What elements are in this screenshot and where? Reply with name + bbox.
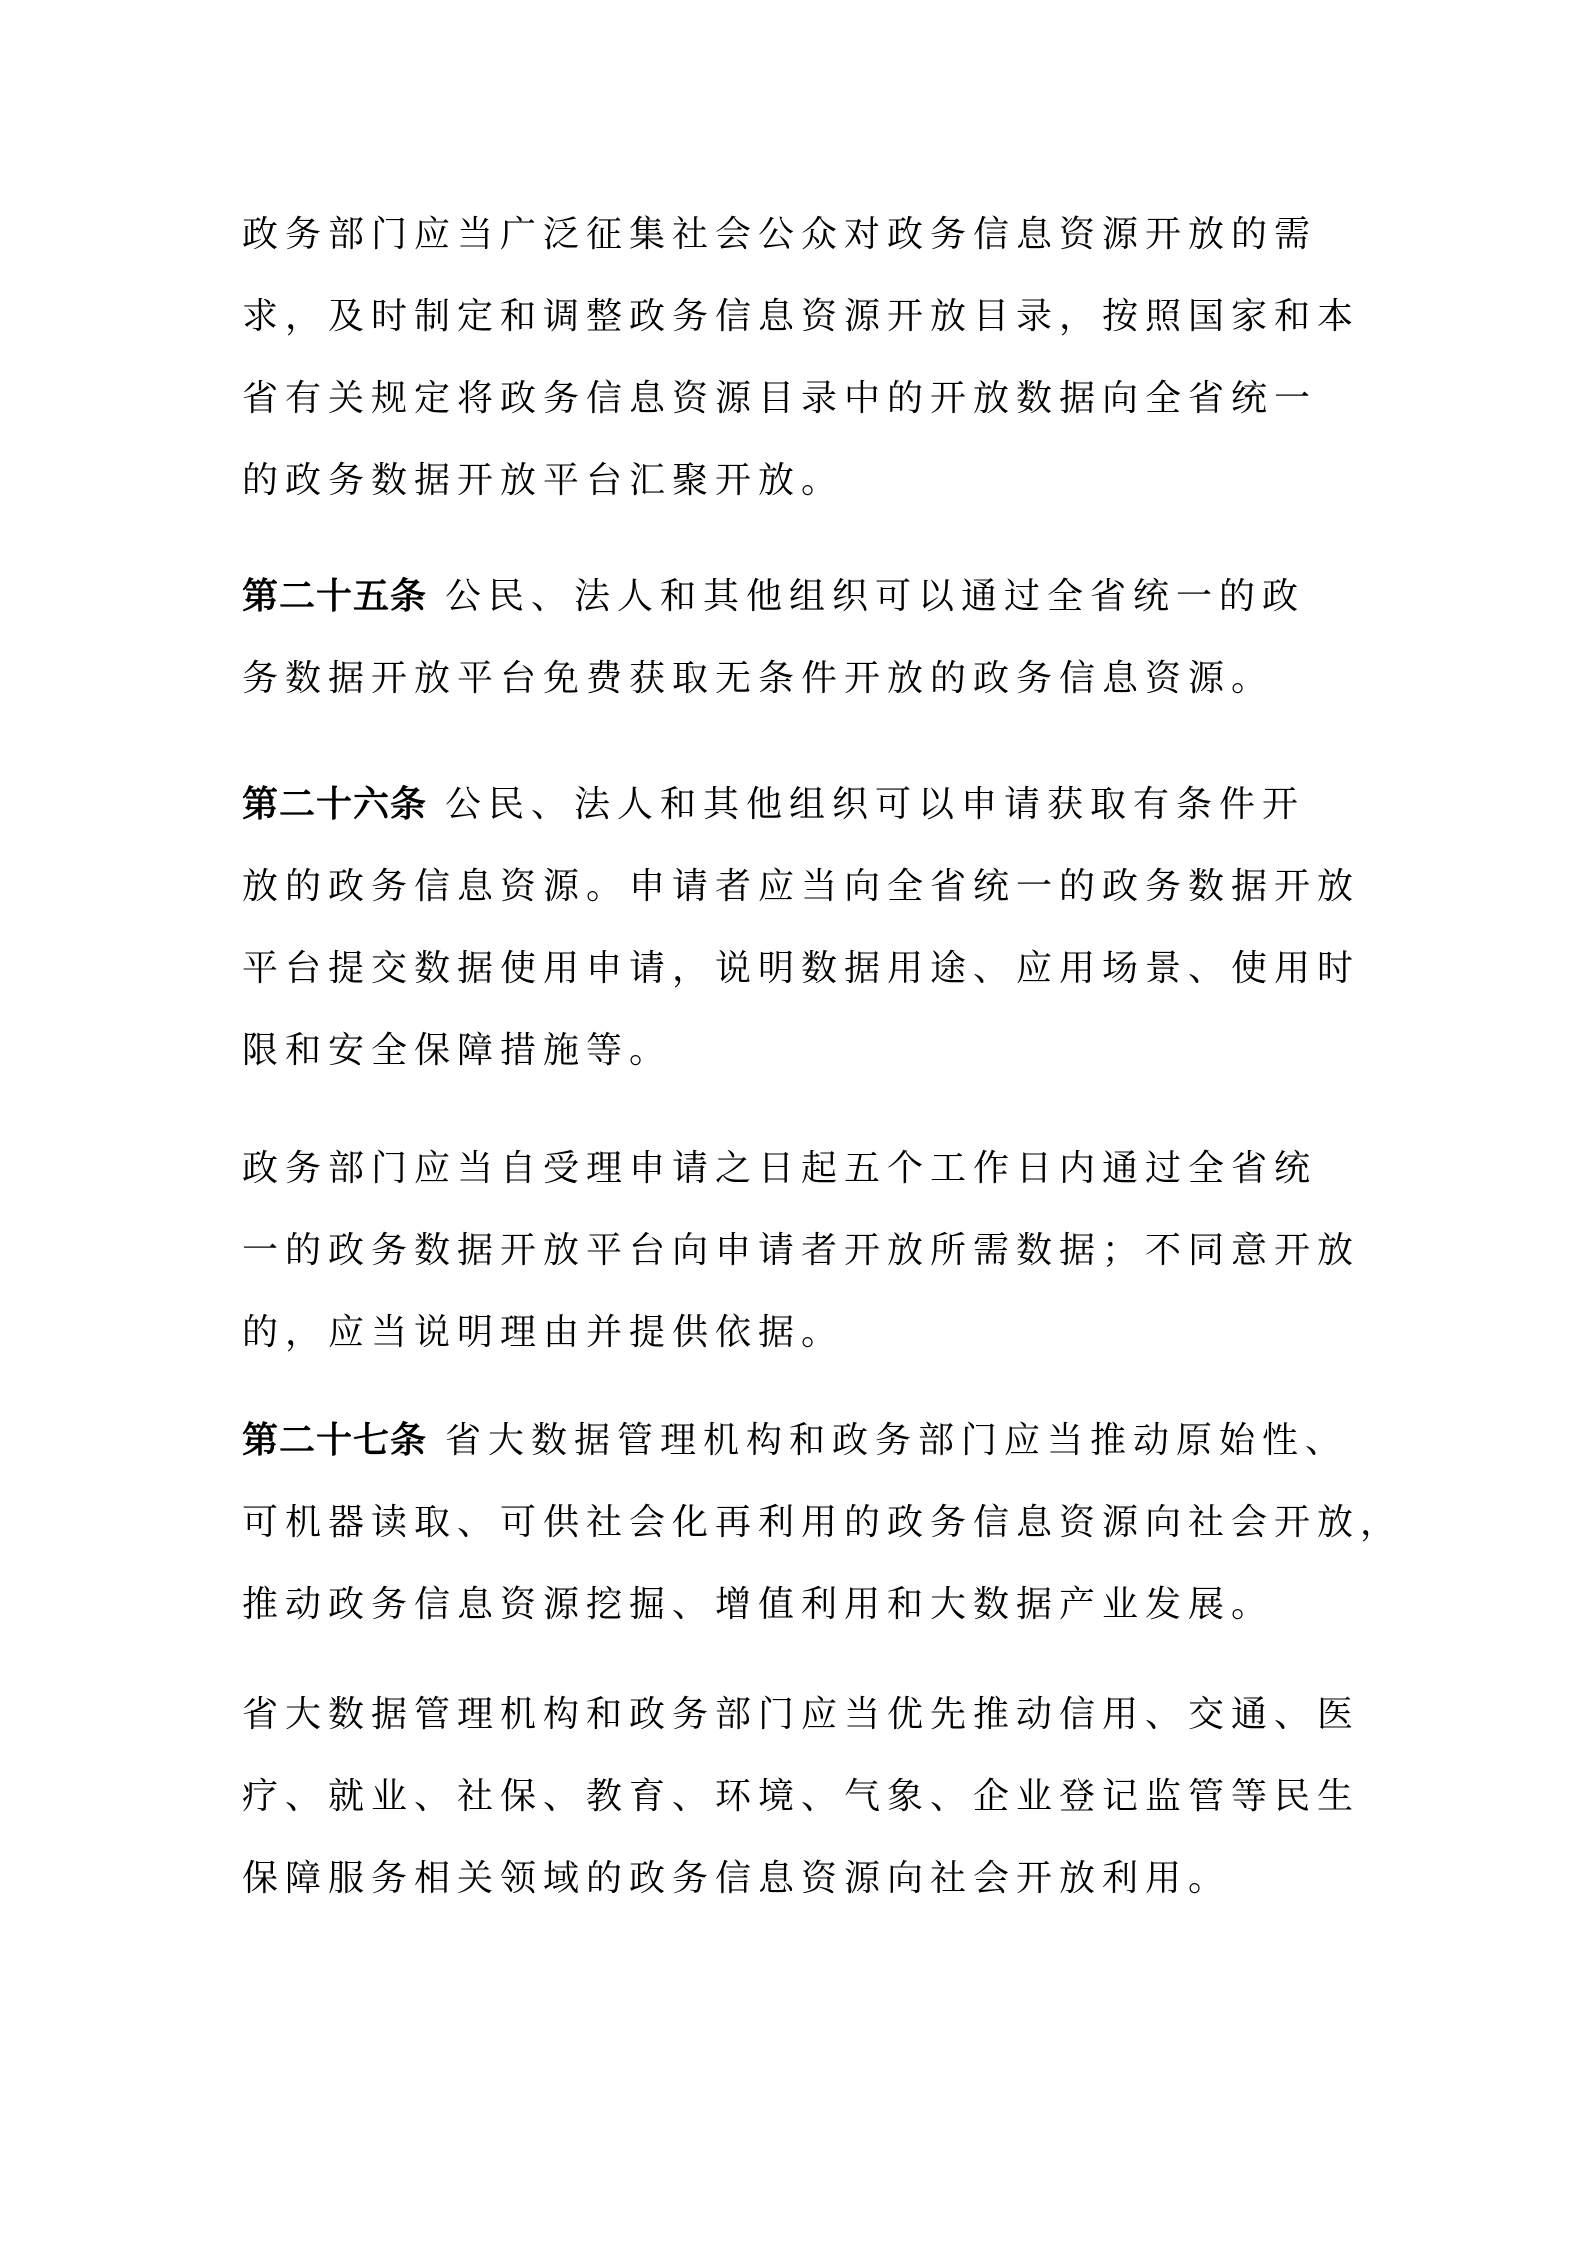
paragraph-open-catalog bbox=[242, 194, 1422, 522]
article-text: 公民、法人和其他组织可以申请获取有条件开 bbox=[445, 784, 1306, 825]
text-line: 放的政务信息资源。申请者应当向全省统一的政务数据开放 bbox=[242, 866, 1361, 907]
text-line: 省大数据管理机构和政务部门应当优先推动信用、交通、医 bbox=[242, 1694, 1361, 1735]
article-text: 公民、法人和其他组织可以通过全省统一的政 bbox=[445, 576, 1306, 617]
paragraph-processing-deadline bbox=[242, 1128, 1422, 1374]
article-25 bbox=[242, 556, 1422, 720]
text-line: 保障服务相关领域的政务信息资源向社会开放利用。 bbox=[242, 1858, 1232, 1899]
text-line: 可机器读取、可供社会化再利用的政务信息资源向社会开放， bbox=[242, 1502, 1404, 1543]
text-line: 求，及时制定和调整政务信息资源开放目录，按照国家和本 bbox=[242, 296, 1361, 337]
text-line bbox=[242, 764, 1422, 846]
text-line: 疗、就业、社保、教育、环境、气象、企业登记监管等民生 bbox=[242, 1776, 1361, 1817]
article-27 bbox=[242, 1400, 1422, 1646]
text-line bbox=[242, 556, 1422, 638]
article-number: 第二十六条 bbox=[242, 784, 428, 825]
text-line: 政务部门应当广泛征集社会公众对政务信息资源开放的需 bbox=[242, 214, 1318, 255]
text-line: 一的政务数据开放平台向申请者开放所需数据；不同意开放 bbox=[242, 1230, 1361, 1271]
text-line: 的，应当说明理由并提供依据。 bbox=[242, 1312, 845, 1353]
text-line bbox=[242, 1400, 1422, 1482]
article-text: 省大数据管理机构和政务部门应当推动原始性、 bbox=[445, 1420, 1349, 1461]
text-line: 平台提交数据使用申请，说明数据用途、应用场景、使用时 bbox=[242, 948, 1361, 989]
text-line: 限和安全保障措施等。 bbox=[242, 1030, 673, 1071]
text-line: 政务部门应当自受理申请之日起五个工作日内通过全省统 bbox=[242, 1148, 1318, 1189]
text-line: 推动政务信息资源挖掘、增值利用和大数据产业发展。 bbox=[242, 1584, 1275, 1625]
article-number: 第二十七条 bbox=[242, 1420, 428, 1461]
text-line: 省有关规定将政务信息资源目录中的开放数据向全省统一 bbox=[242, 378, 1318, 419]
article-26 bbox=[242, 764, 1422, 1092]
text-line: 务数据开放平台免费获取无条件开放的政务信息资源。 bbox=[242, 658, 1275, 699]
article-number: 第二十五条 bbox=[242, 576, 428, 617]
text-line: 的政务数据开放平台汇聚开放。 bbox=[242, 460, 845, 501]
paragraph-priority-domains bbox=[242, 1674, 1422, 1920]
